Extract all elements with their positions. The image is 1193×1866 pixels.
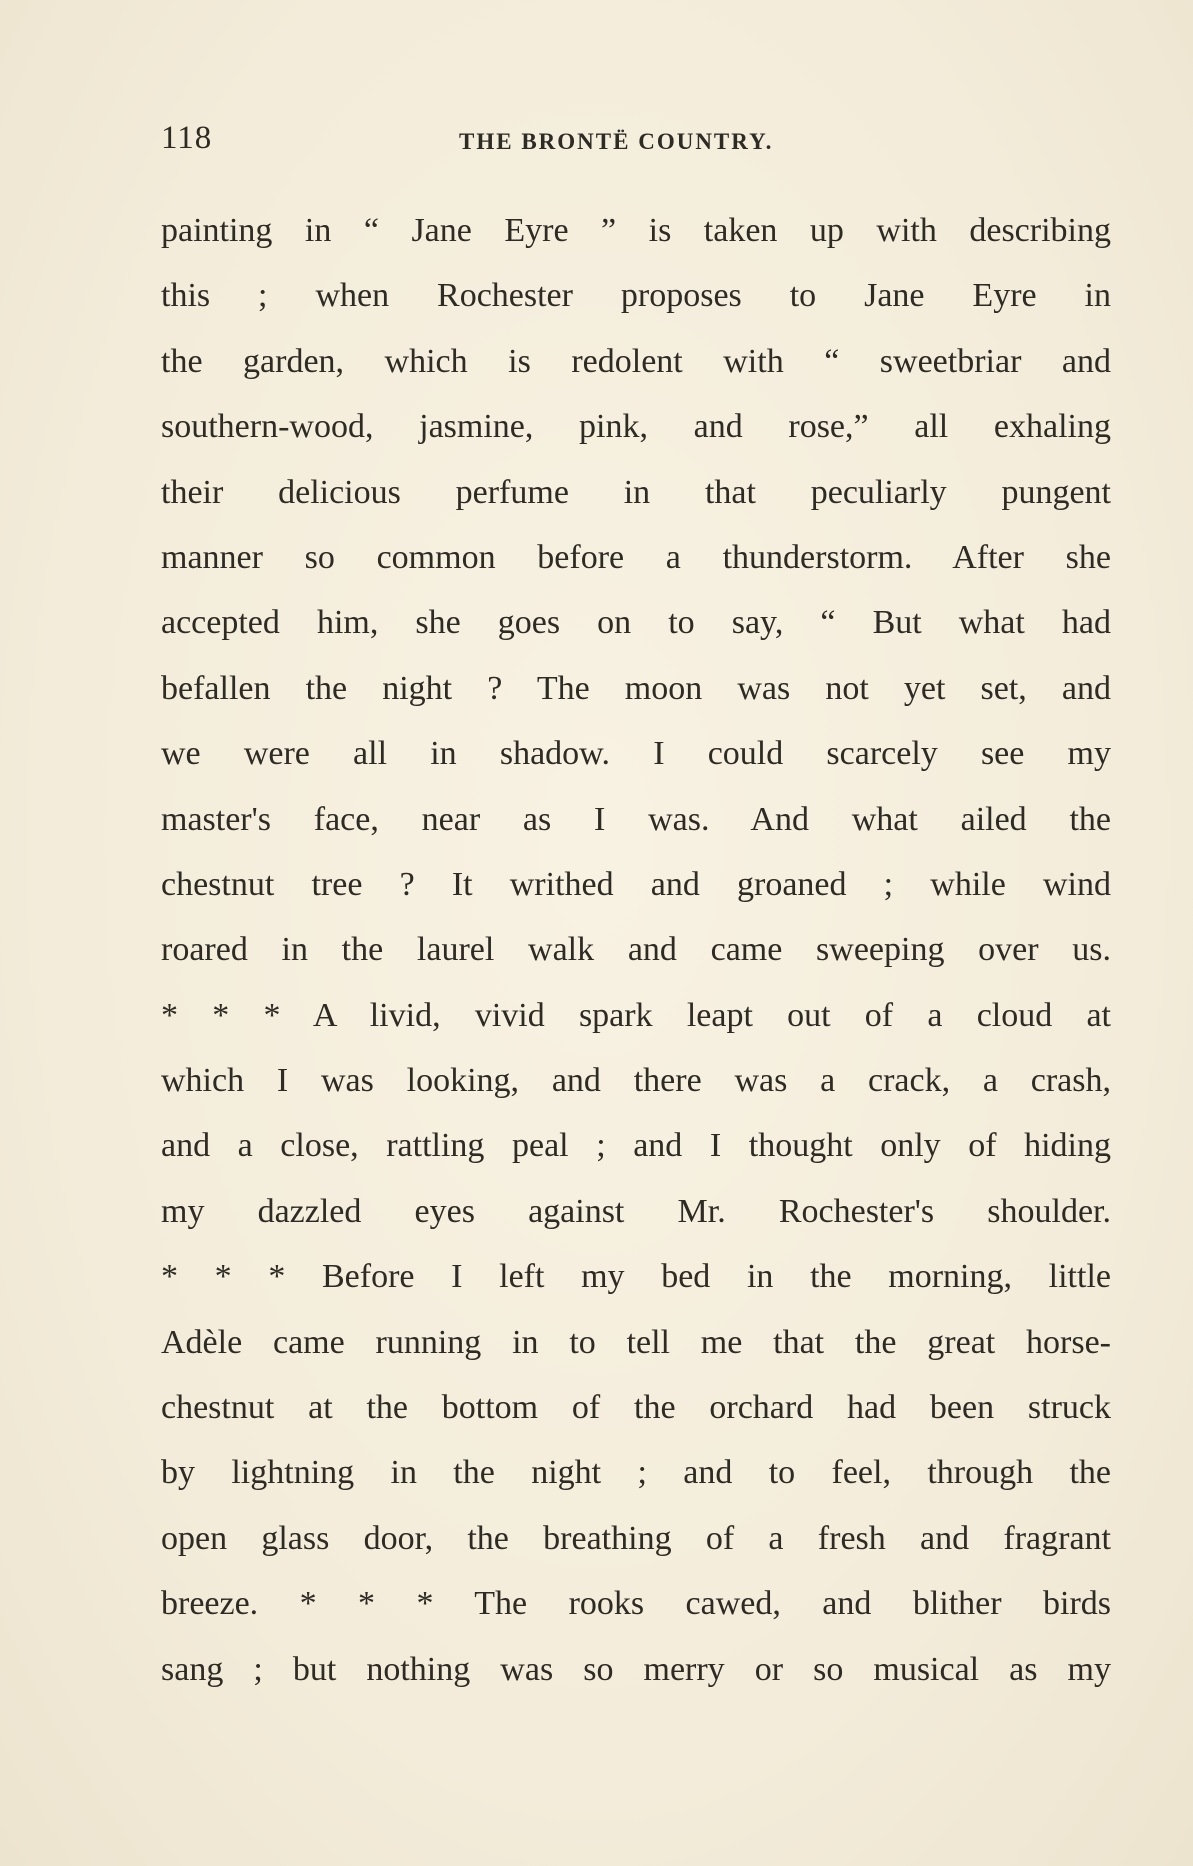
text-line: chestnut tree ? It writhed and groaned ; while wind [161, 865, 1111, 903]
text-line: painting in “ Jane Eyre ” is taken up with describing [161, 212, 1111, 249]
text-line: southern-wood, jasmine, pink, and rose,” all exhaling [161, 408, 1111, 446]
text-line: befallen the night ? The moon was not yet set, and [161, 669, 1111, 707]
text-line: chestnut at the bottom of the orchard had been struck [161, 1389, 1111, 1427]
text-line: roared in the laurel walk and came sweeping over us. [161, 931, 1111, 969]
text-line: sang ; but nothing was so merry or so musical as my [161, 1650, 1111, 1688]
text-line: Adèle came running in to tell me that the great horse- [161, 1323, 1111, 1361]
text-line: * * * A livid, vivid spark leapt out of a cloud at [161, 996, 1111, 1034]
text-line: open glass door, the breathing of a fresh and fragrant [161, 1519, 1111, 1557]
text-line: the garden, which is redolent with “ sweetbriar and [161, 342, 1111, 380]
text-line: accepted him, she goes on to say, “ But what had [161, 604, 1111, 642]
text-line: which I was looking, and there was a crack, a crash, [161, 1062, 1111, 1100]
text-line: and a close, rattling peal ; and I thought only of hiding [161, 1127, 1111, 1165]
page-header [161, 120, 1121, 170]
text-line: manner so common before a thunderstorm. After she [161, 538, 1111, 576]
text-line: this ; when Rochester proposes to Jane Eyre in [161, 277, 1111, 315]
text-line: breeze. * * * The rooks cawed, and blither birds [161, 1585, 1111, 1623]
text-line: their delicious perfume in that peculiarly pungent [161, 473, 1111, 511]
text-line: my dazzled eyes against Mr. Rochester's shoulder. [161, 1192, 1111, 1230]
running-head: THE BRONTË COUNTRY. [459, 129, 774, 154]
text-line: * * * Before I left my bed in the morning, little [161, 1258, 1111, 1296]
text-line: we were all in shadow. I could scarcely see my [161, 735, 1111, 773]
page-number: 118 [161, 120, 213, 156]
text-line: master's face, near as I was. And what ailed the [161, 800, 1111, 838]
text-line: by lightning in the night ; and to feel, through the [161, 1454, 1111, 1492]
body-text [161, 198, 1111, 1702]
